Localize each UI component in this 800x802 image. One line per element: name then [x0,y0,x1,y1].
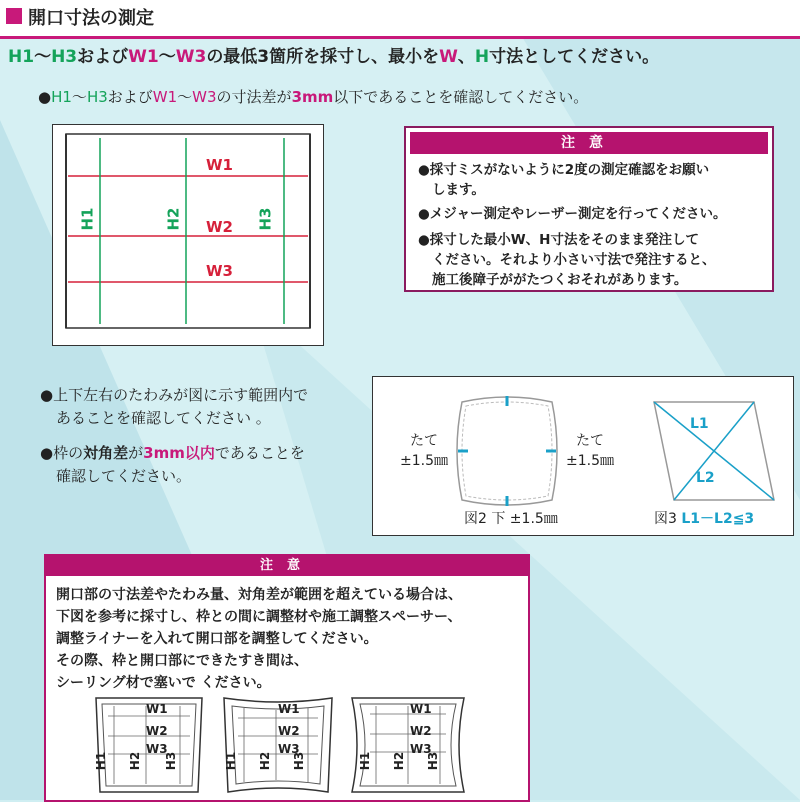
notice-item-2: ●メジャー測定やレーザー測定を行ってください。 [418,206,727,222]
notice2-heading: 注意 [46,556,528,576]
l1-label: L1 [690,416,709,432]
mini-diagram-3 [346,692,470,796]
notice2-line-5: シーリング材で塞いで ください。 [56,675,271,691]
notice-item-3: ●採寸した最小W、H寸法をそのまま発注して ください。それより小さい寸法で発注すると、 施工後障子ががたつくおそれがあります。 [418,232,716,288]
mini3-h2-label: H2 [392,751,407,771]
mini2-w3-label: W3 [278,742,300,756]
h2-label: H2 [164,207,183,231]
mini3-w1-label: W1 [410,702,432,716]
mini2-w2-label: W2 [278,724,300,738]
mini2-w1-label: W1 [278,702,300,716]
notice-box-1 [404,126,774,292]
notice2-line-3: 調整ライナーを入れて開口部を調整してください。 [56,631,378,647]
w1-label: W1 [206,156,233,174]
figure3-caption: 図3 L1－L2≦3 [654,511,755,527]
figure2-caption: 図2 下 ±1.5㎜ [464,511,558,527]
left-tolerance-label: たて ±1.5㎜ [400,433,448,469]
diagonal-figure [650,398,780,504]
mini1-w2-label: W2 [146,724,168,738]
h3-label: H3 [256,207,275,231]
mini1-w3-label: W3 [146,742,168,756]
mini3-w3-label: W3 [410,742,432,756]
sub-instruction: ●H1〜H3およびW1〜W3の寸法差が3mm以下であることを確認してください。 [38,88,589,106]
opening-measurement-diagram [52,124,324,346]
mini3-h3-label: H3 [426,751,441,771]
deflection-bullet: ●上下左右のたわみが図に示す範囲内で あることを確認してください 。 [40,386,309,427]
notice-item-1: ●採寸ミスがないように2度の測定確認をお願い します。 [418,162,710,198]
mini3-w2-label: W2 [410,724,432,738]
title-square-marker [6,8,22,24]
notice2-line-2: 下図を参考に採寸し、枠との間に調整材や施工調整スペーサー、 [56,609,462,625]
mini1-w1-label: W1 [146,702,168,716]
w3-label: W3 [206,262,233,280]
notice2-line-4: その際、枠と開口部にできたすき間は、 [56,653,308,669]
diagonal-bullet: ●枠の対角差が3mm以内であることを 確認してください。 [40,444,305,485]
notice-heading: 注意 [410,132,768,154]
mini1-h1-label: H1 [94,751,109,771]
l2-label: L2 [696,470,715,486]
mini2-h2-label: H2 [258,751,273,771]
h1-label: H1 [78,207,97,231]
deflection-figure [452,392,562,510]
mini2-h1-label: H1 [224,751,239,771]
mini3-h1-label: H1 [358,751,373,771]
main-instruction: H1〜H3およびW1〜W3の最低3箇所を採寸し、最小をW、H寸法としてください。 [8,47,660,67]
mini1-h2-label: H2 [128,751,143,771]
right-tolerance-label: たて ±1.5㎜ [566,433,614,469]
mini1-h3-label: H3 [164,751,179,771]
mini2-h3-label: H3 [292,751,307,771]
page-title: 開口寸法の測定 [28,8,154,29]
w2-label: W2 [206,218,233,236]
notice2-line-1: 開口部の寸法差やたわみ量、対角差が範囲を超えている場合は、 [56,587,462,603]
